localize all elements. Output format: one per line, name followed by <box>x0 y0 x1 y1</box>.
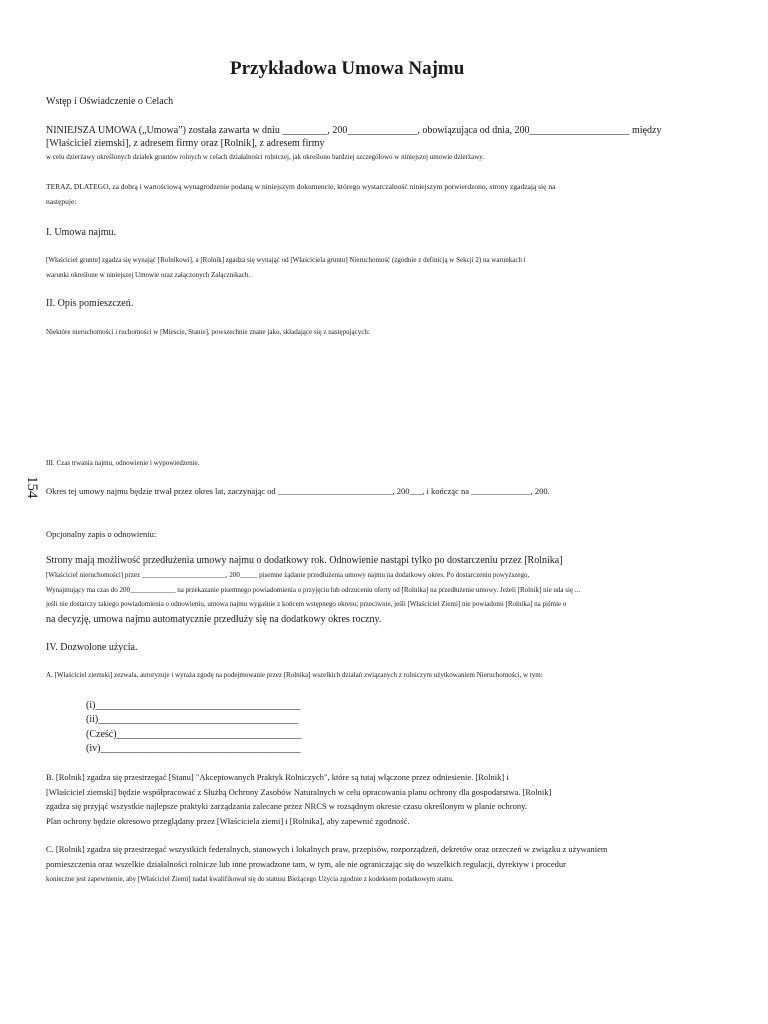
section-4-c-line-1: C. [Rolnik] zgadza się przestrzegać wszystkich federalnych, stanowych i lokalnych praw, przepisów, rozporządzeń, dekretów oraz orzeczeń w związku z używaniem <box>46 844 608 854</box>
list-item: (Cześć)_____________________________________ <box>86 729 302 740</box>
section-3-line-1: Okres tej umowy najmu będzie trwał przez okres lat, zaczynając od ___________________________, 200___, i kończąc na ______________, 200. <box>46 486 550 496</box>
optional-renewal-line-2: [Właściciel nieruchomości] przez ________________________, 200_____ pisemne żądanie przedłużenia umowy najmu na dodatkowy okres. Po dostarczeniu powyższego, <box>46 571 530 579</box>
intro-line-2: [Właściciel ziemski], z adresem firmy oraz [Rolnik], z adresem firmy <box>46 138 325 149</box>
section-4-c-line-2: pomieszczenia oraz wszelkie działalności rolnicze lub inne prowadzone tam, w tym, ale nie ograniczając się do wszelkich regulacji, dyrektyw i procedur <box>46 859 566 869</box>
section-4-b-line-3: zgadza się przyjąć wszystkie najlepsze praktyki zarządzania zalecane przez NRCS w rozsądnym okresie czasu określonym w planie ochrony. <box>46 801 527 811</box>
optional-renewal-line-1: Strony mają możliwość przedłużenia umowy najmu o dodatkowy rok. Odnowienie nastąpi tylko po dostarczeniu przez [Rolnika] <box>46 555 563 566</box>
list-item: (i)_________________________________________ <box>86 700 301 711</box>
section-1-heading: I. Umowa najmu. <box>46 227 116 238</box>
optional-renewal-heading: Opcjonalny zapis o odnowieniu: <box>46 529 157 539</box>
intro-line-1: NINIEJSZA UMOWA („Umowa”) została zawarta w dniu _________, 200______________, obowiązująca od dnia, 200____________________ między <box>46 125 662 136</box>
list-item: (ii)________________________________________ <box>86 714 299 725</box>
document-title: Przykładowa Umowa Najmu <box>230 58 465 79</box>
section-1-line-1: [Właściciel gruntu] zgadza się wynająć [Rolnikowi], a [Rolnik] zgadza się wynająć od [Właściciela gruntu] Nieruchomość (zgodnie z definicją w Sekcji 2) na warunkach i <box>46 256 526 264</box>
list-item: (iv)________________________________________ <box>86 743 301 754</box>
optional-renewal-line-5: na decyzję, umowa najmu automatycznie przedłuży się na dodatkowy okres roczny. <box>46 614 382 625</box>
now-line-1: TERAZ, DLATEGO, za dobrą i wartościową wynagrodzenie podaną w niniejszym dokumencie, którego wystarczalność niniejszym potwierdzono, strony zgadzają się na <box>46 182 556 191</box>
section-4-c-line-3: konieczne jest zapewnienie, aby [Właściciel Ziemi] nadal kwalifikował się do statusu Bieżącego Użycia zgodnie z kodeksem podatkowym stanu. <box>46 875 454 883</box>
section-4-a-line-1: A. [Właściciel ziemski] zezwala, autoryzuje i wyraża zgodę na podejmowanie przez [Rolnika] wszelkich działań związanych z rolniczym użytkowaniem Nieruchomości, w tym: <box>46 671 543 679</box>
section-4-b-line-1: B. [Rolnik] zgadza się przestrzegać [Stanu] "Akceptowanych Praktyk Rolniczych", które są tutaj włączone przez odniesienie. [Rolnik] i <box>46 772 509 782</box>
page-number: 154 <box>24 476 40 499</box>
intro-heading: Wstęp i Oświadczenie o Celach <box>46 96 174 107</box>
now-line-2: następuje: <box>46 197 77 206</box>
section-2-heading: II. Opis pomieszczeń. <box>46 298 134 309</box>
intro-line-3: w celu dzierżawy określonych działek gruntów rolnych w celach działalności rolniczej, jak określono bardziej szczegółowo w niniejszej umowie dzierżawy. <box>46 153 485 161</box>
section-4-b-line-2: [Właściciel ziemski] będzie współpracować z Służbą Ochrony Zasobów Naturalnych w celu opracowania planu ochrony dla gospodarstwa. [Rolnik] <box>46 787 552 797</box>
section-1-line-2: warunki określone w niniejszej Umowie oraz załączonych Załącznikach. <box>46 271 251 279</box>
section-4-b-line-4: Plan ochrony będzie okresowo przeglądany przez [Właściciela ziemi] i [Rolnika], aby zapewnić zgodność. <box>46 816 410 826</box>
section-3-heading: III. Czas trwania najmu, odnowienie i wypowiedzenie. <box>46 459 200 467</box>
optional-renewal-line-4: jeśli nie dostarczy takiego powiadomienia o odnowieniu, umowa najmu wygaśnie z końcem wstępnego okresu; przeciwnie, jeśli [Właściciel Ziemi] nie powiadomi [Rolnika] na piśmie o <box>46 600 567 608</box>
section-4-heading: IV. Dozwolone użycia. <box>46 642 138 653</box>
section-2-line-1: Niektóre nieruchomości i ruchomości w [Miescie, Stanie], powszechnie znane jako, składające się z następujących: <box>46 328 370 336</box>
optional-renewal-line-3: Wynajmujący ma czas do 200_____________ na przekazanie pisemnego powiadomienia o przyjęciu lub odrzuceniu oferty od [Rolnika] na przedłużenie umowy. Jeżeli [Rolnik] nie uda się ... <box>46 586 581 594</box>
